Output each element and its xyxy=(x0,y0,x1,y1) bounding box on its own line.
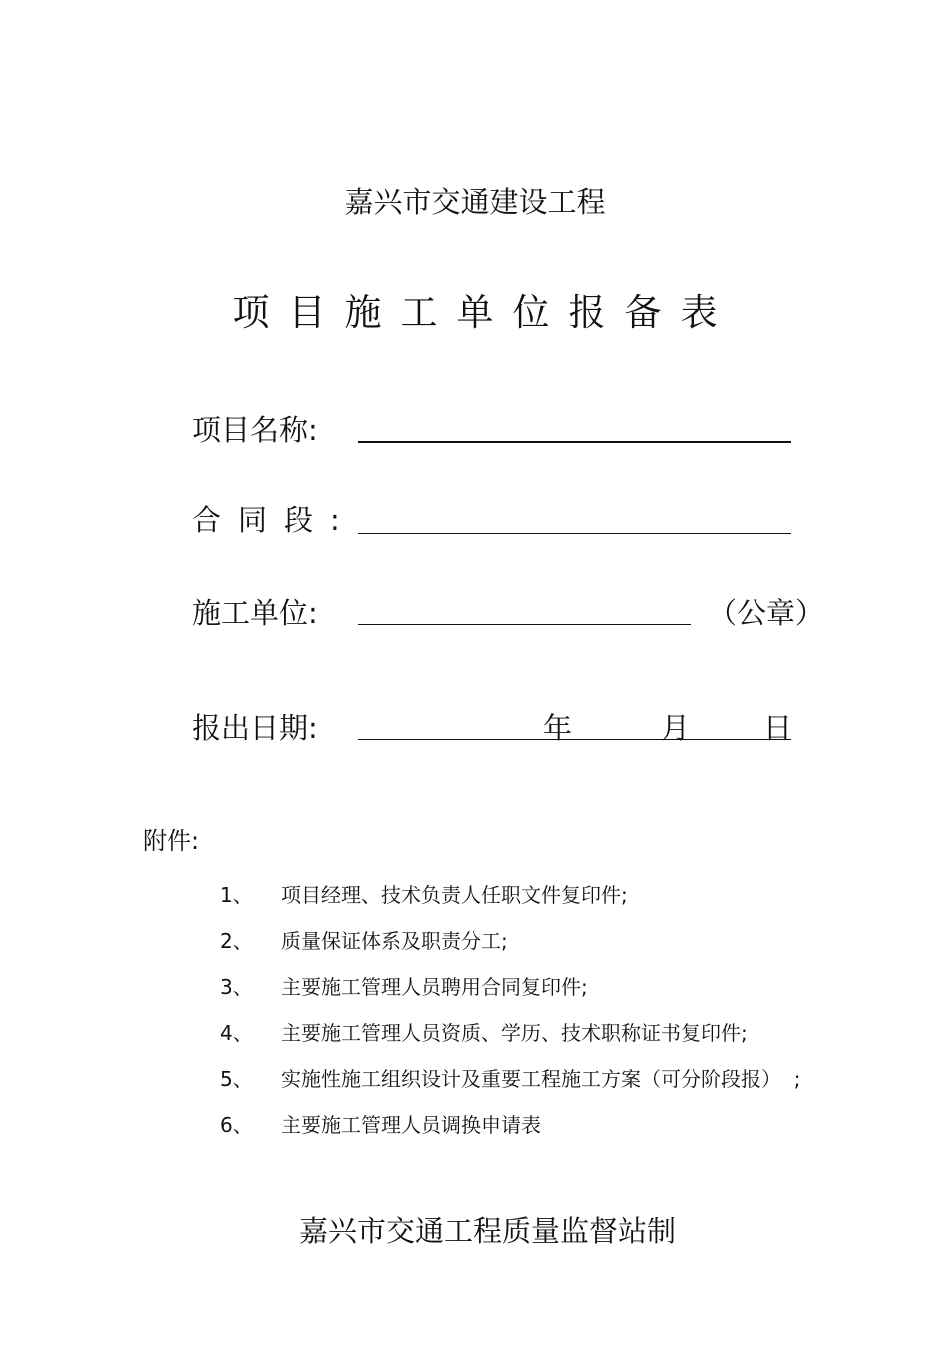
attachment-number: 6、 xyxy=(220,1113,253,1137)
report-date-field[interactable] xyxy=(358,739,791,740)
date-day-unit: 日 xyxy=(763,711,793,745)
contractor-field[interactable] xyxy=(358,624,691,625)
attachment-item: 项目经理、技术负责人任职文件复印件; xyxy=(281,883,628,907)
attachment-number: 1、 xyxy=(220,883,253,907)
contract-section-field[interactable] xyxy=(358,533,791,534)
attachment-number: 2、 xyxy=(220,929,253,953)
official-seal-note: （公章） xyxy=(708,596,825,630)
attachment-item: 主要施工管理人员调换申请表 xyxy=(281,1113,541,1137)
attachment-item: 主要施工管理人员聘用合同复印件; xyxy=(281,975,588,999)
attachment-number: 5、 xyxy=(220,1067,253,1091)
attachment-item: 质量保证体系及职责分工; xyxy=(281,929,508,953)
form-title: 项目施工单位报备表 xyxy=(232,291,737,334)
date-year-unit: 年 xyxy=(543,711,573,745)
project-name-field[interactable] xyxy=(358,441,791,443)
report-date-label: 报出日期: xyxy=(192,711,318,745)
issuing-authority: 嘉兴市交通工程质量监督站制 xyxy=(298,1214,676,1248)
contract-section-label: 合同段: xyxy=(192,503,340,537)
attachment-number: 3、 xyxy=(220,975,253,999)
attachments-heading: 附件: xyxy=(143,827,200,855)
date-month-unit: 月 xyxy=(661,711,691,745)
project-name-label: 项目名称: xyxy=(192,413,318,447)
attachment-item: 实施性施工组织设计及重要工程施工方案（可分阶段报） ; xyxy=(281,1067,801,1091)
attachment-number: 4、 xyxy=(220,1021,253,1045)
contractor-label: 施工单位: xyxy=(192,596,318,630)
attachment-item: 主要施工管理人员资质、学历、技术职称证书复印件; xyxy=(281,1021,748,1045)
document-header-title: 嘉兴市交通建设工程 xyxy=(344,185,606,219)
